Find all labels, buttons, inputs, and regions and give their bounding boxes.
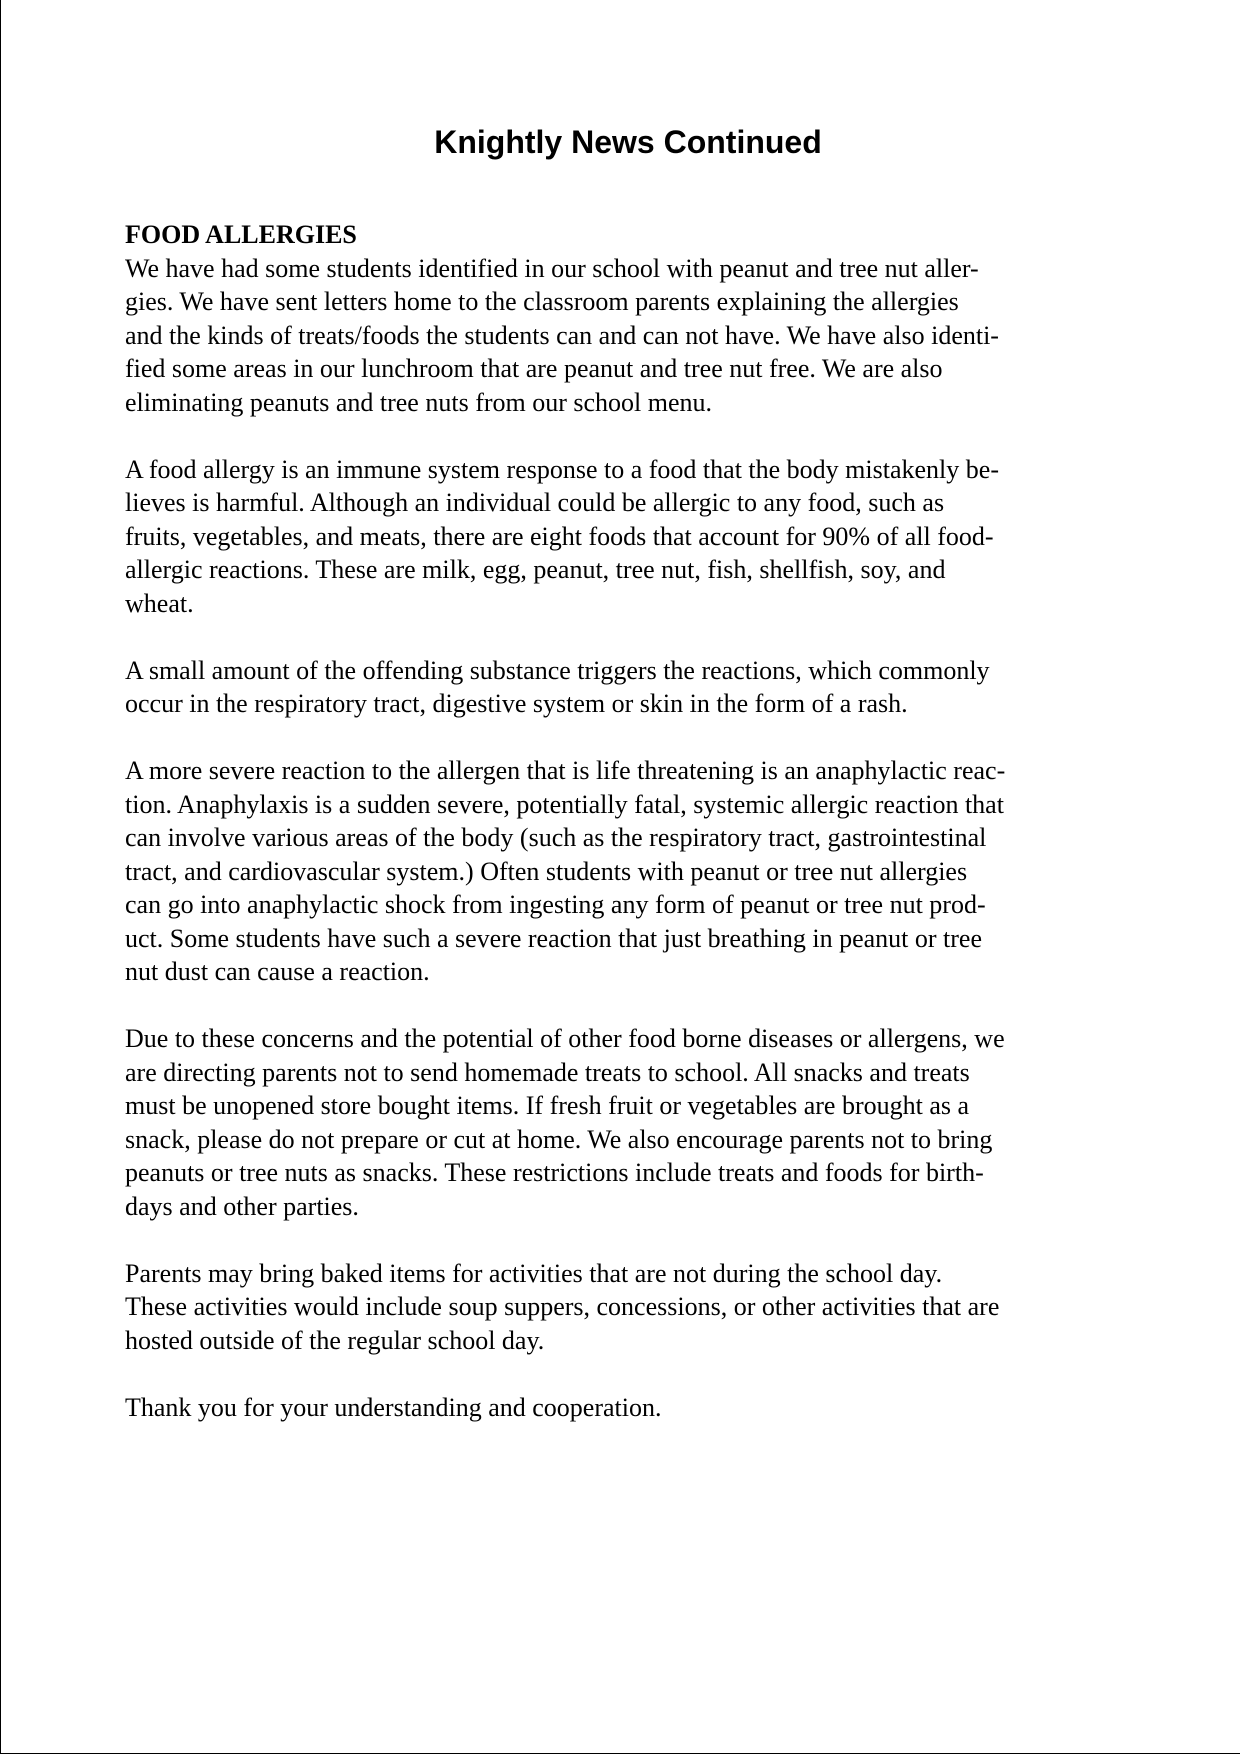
paragraph-closing	[125, 1391, 1125, 1425]
text-line: eliminating peanuts and tree nuts from our school menu.	[125, 387, 713, 417]
text-line: We have had some students identified in our school with peanut and tree nut aller-	[125, 253, 979, 283]
text-line: lieves is harmful. Although an individual could be allergic to any food, such as	[125, 488, 945, 517]
text-line: allergic reactions. These are milk, egg, peanut, tree nut, fish, shellfish, soy, and	[125, 555, 946, 584]
text-line: Thank you for your understanding and cooperation.	[125, 1392, 662, 1422]
text-line: These activities would include soup suppers, concessions, or other activities that are	[125, 1292, 1000, 1321]
text-line: fied some areas in our lunchroom that are peanut and tree nut free. We are also	[125, 354, 943, 383]
text-line: fruits, vegetables, and meats, there are eight foods that account for 90% of all food-	[125, 521, 994, 551]
text-line: Parents may bring baked items for activities that are not during the school day.	[125, 1258, 943, 1288]
text-line: wheat.	[125, 588, 194, 618]
text-line: hosted outside of the regular school day.	[125, 1325, 545, 1355]
section-heading: FOOD ALLERGIES	[125, 220, 357, 249]
paragraph-intro	[125, 252, 1125, 420]
text-line: occur in the respiratory tract, digestive system or skin in the form of a rash.	[125, 689, 908, 718]
text-line: must be unopened store bought items. If fresh fruit or vegetables are brought as a	[125, 1091, 970, 1120]
text-line: A more severe reaction to the allergen that is life threatening is an anaphylactic reac-	[125, 756, 1006, 785]
text-line: are directing parents not to send homemade treats to school. All snacks and treats	[125, 1057, 970, 1087]
paragraph-definition	[125, 453, 1125, 621]
text-line: tract, and cardiovascular system.) Often students with peanut or tree nut allergies	[125, 856, 968, 886]
text-line: and the kinds of treats/foods the students can and can not have. We have also identi-	[125, 320, 999, 350]
article-body	[125, 218, 1125, 1458]
text-line: peanuts or tree nuts as snacks. These restrictions include treats and foods for birth-	[125, 1158, 984, 1187]
page-title: Knightly News Continued	[434, 124, 822, 160]
text-line: can go into anaphylactic shock from ingesting any form of peanut or tree nut prod-	[125, 890, 986, 919]
text-line: A food allergy is an immune system response to a food that the body mistakenly be-	[125, 454, 999, 484]
paragraph-restrictions	[125, 1022, 1125, 1223]
paragraph-reactions	[125, 654, 1125, 721]
text-line: nut dust can cause a reaction.	[125, 957, 430, 986]
paragraph-anaphylaxis	[125, 754, 1125, 989]
text-line: snack, please do not prepare or cut at home. We also encourage parents not to bring	[125, 1124, 993, 1154]
text-line: days and other parties.	[125, 1191, 359, 1221]
text-line: A small amount of the offending substance triggers the reactions, which commonly	[125, 655, 990, 685]
text-line: Due to these concerns and the potential of other food borne diseases or allergens, we	[125, 1024, 1005, 1053]
text-line: gies. We have sent letters home to the classroom parents explaining the allergies	[125, 287, 959, 316]
text-line: tion. Anaphylaxis is a sudden severe, potentially fatal, systemic allergic reaction that	[125, 789, 1004, 819]
paragraph-exceptions	[125, 1257, 1125, 1358]
text-line: can involve various areas of the body (such as the respiratory tract, gastrointestinal	[125, 823, 987, 852]
text-line: uct. Some students have such a severe reaction that just breathing in peanut or tree	[125, 923, 982, 953]
